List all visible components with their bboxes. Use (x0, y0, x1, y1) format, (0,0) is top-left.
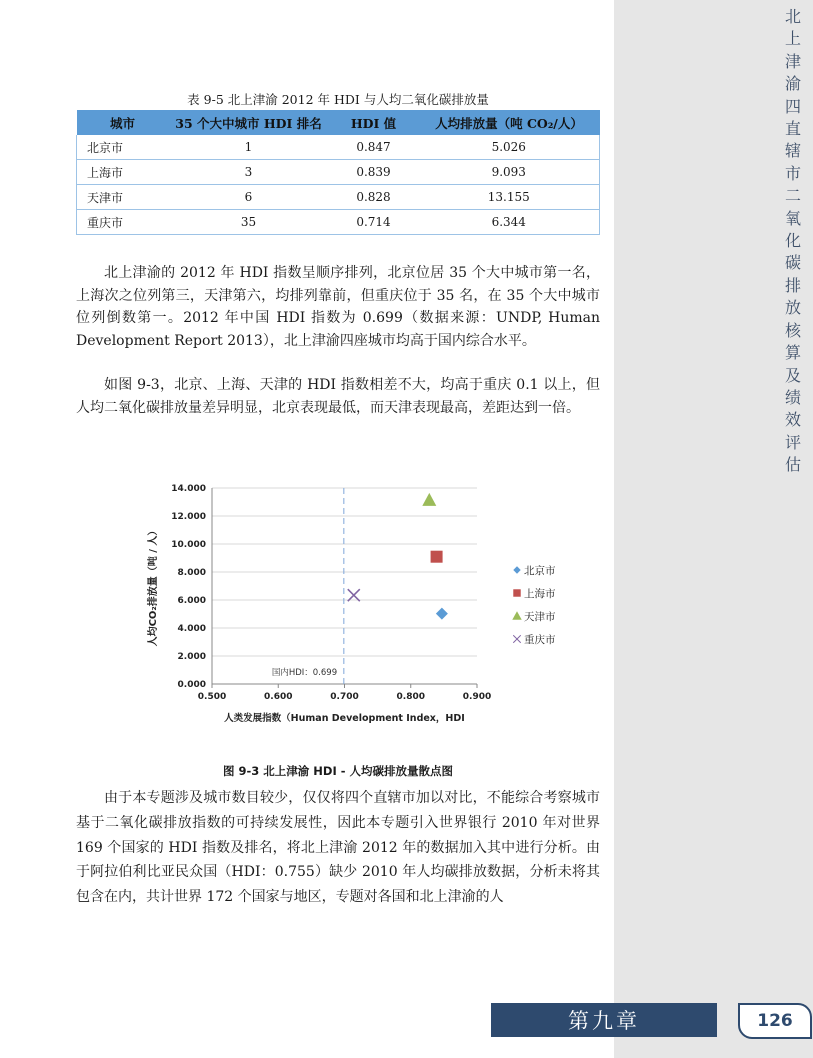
legend-item (513, 633, 556, 646)
cell-emission: 9.093 (419, 160, 600, 185)
data-point (422, 493, 436, 506)
y-tick-label: 14.000 (171, 484, 206, 494)
cell-emission: 5.026 (419, 135, 600, 160)
legend-label: 北京市 (524, 565, 556, 577)
chapter-label: 第九章 (491, 1003, 717, 1037)
cell-emission: 6.344 (419, 210, 600, 235)
y-tick-label: 0.000 (177, 680, 206, 690)
table-row (77, 135, 600, 160)
legend-item (513, 587, 556, 600)
cell-rank: 1 (169, 135, 329, 160)
table-row (77, 210, 600, 235)
y-tick-label: 8.000 (177, 568, 206, 578)
marker-triangle (422, 493, 436, 506)
side-title: 北上津渝四直辖市二氧化碳排放核算及绩效评估 (784, 7, 801, 475)
table-row (77, 160, 600, 185)
marker-diamond (436, 608, 448, 620)
marker-x (513, 635, 520, 642)
x-axis-label: 人类发展指数（Human Development Index，HDI (224, 713, 465, 724)
header-hdi: HDI 值 (329, 110, 419, 135)
data-point (436, 608, 448, 620)
table-row (77, 185, 600, 210)
y-tick-label: 12.000 (171, 512, 206, 522)
cell-rank: 6 (169, 185, 329, 210)
cell-emission: 13.155 (419, 185, 600, 210)
x-tick-label: 0.900 (462, 692, 492, 702)
legend-item (513, 564, 556, 577)
marker-x (348, 589, 360, 601)
reference-line-label: 国内HDI：0.699 (271, 668, 338, 678)
table-header-row (77, 110, 600, 135)
cell-city: 北京市 (77, 135, 169, 160)
cell-hdi: 0.839 (329, 160, 419, 185)
x-tick-label: 0.800 (396, 692, 425, 702)
data-point (431, 551, 443, 563)
marker-triangle (512, 611, 521, 619)
y-axis-label: 人均CO₂排放量（吨 / 人） (148, 525, 159, 647)
figure-caption: 图 9-3 北上津渝 HDI - 人均碳排放量散点图 (222, 764, 453, 778)
header-rank: 35 个大中城市 HDI 排名 (169, 110, 329, 135)
marker-layer (348, 493, 448, 620)
x-tick-label: 0.500 (197, 692, 227, 702)
grid-layer (212, 488, 477, 656)
chart-svg (140, 478, 580, 728)
cell-hdi: 0.847 (329, 135, 419, 160)
cell-city: 上海市 (77, 160, 169, 185)
cell-city: 重庆市 (77, 210, 169, 235)
hdi-table (76, 110, 600, 235)
marker-square (431, 551, 443, 563)
marker-diamond (513, 566, 520, 573)
y-tick-label: 4.000 (177, 624, 206, 634)
cell-rank: 3 (169, 160, 329, 185)
y-tick-label: 10.000 (171, 540, 206, 550)
scatter-chart (140, 478, 580, 728)
legend-label: 重庆市 (524, 634, 556, 646)
cell-rank: 35 (169, 210, 329, 235)
legend-item (512, 610, 556, 623)
legend-label: 上海市 (524, 588, 556, 600)
legend-label: 天津市 (524, 611, 556, 623)
legend (512, 564, 556, 646)
cell-hdi: 0.828 (329, 185, 419, 210)
data-point (348, 589, 360, 601)
header-emission: 人均排放量（吨 CO₂/人） (419, 110, 600, 135)
page-number: 126 (738, 1003, 812, 1039)
y-tick-label: 6.000 (177, 596, 206, 606)
paragraph-1: 北上津渝的 2012 年 HDI 指数呈顺序排列，北京位居 35 个大中城市第一名，上海次之位列第三，天津第六，均排列靠前，但重庆位于 35 名，在 35 个大中城市位列倒数第一。2012 年中国 HDI 指数为 0.699（数据来源：UNDP, Human Development Report 2013），北上津渝四座城市均高于国内综合水平。 (76, 265, 600, 349)
cell-hdi: 0.714 (329, 210, 419, 235)
header-city: 城市 (77, 110, 169, 135)
x-tick-label: 0.700 (330, 692, 359, 702)
marker-square (513, 589, 520, 596)
y-tick-label: 2.000 (177, 652, 206, 662)
paragraph-3: 由于本专题涉及城市数目较少，仅仅将四个直辖市加以对比，不能综合考察城市基于二氧化碳排放指数的可持续发展性，因此本专题引入世界银行 2010 年对世界 169 个国家的 HDI 指数及排名，将北上津渝 2012 年的数据加入其中进行分析。由于阿拉伯利比亚民众国（HDI：0.755）缺少 2010 年人均碳排放数据，分析未将其包含在内，共计世界 172 个国家与地区，专题对各国和北上津渝的人 (76, 790, 600, 906)
x-tick-label: 0.600 (264, 692, 293, 702)
cell-city: 天津市 (77, 185, 169, 210)
paragraph-2: 如图 9-3，北京、上海、天津的 HDI 指数相差不大，均高于重庆 0.1 以上，但人均二氧化碳排放量差异明显，北京表现最低，而天津表现最高，差距达到一倍。 (76, 377, 600, 416)
table-caption: 表 9-5 北上津渝 2012 年 HDI 与人均二氧化碳排放量 (187, 92, 489, 107)
